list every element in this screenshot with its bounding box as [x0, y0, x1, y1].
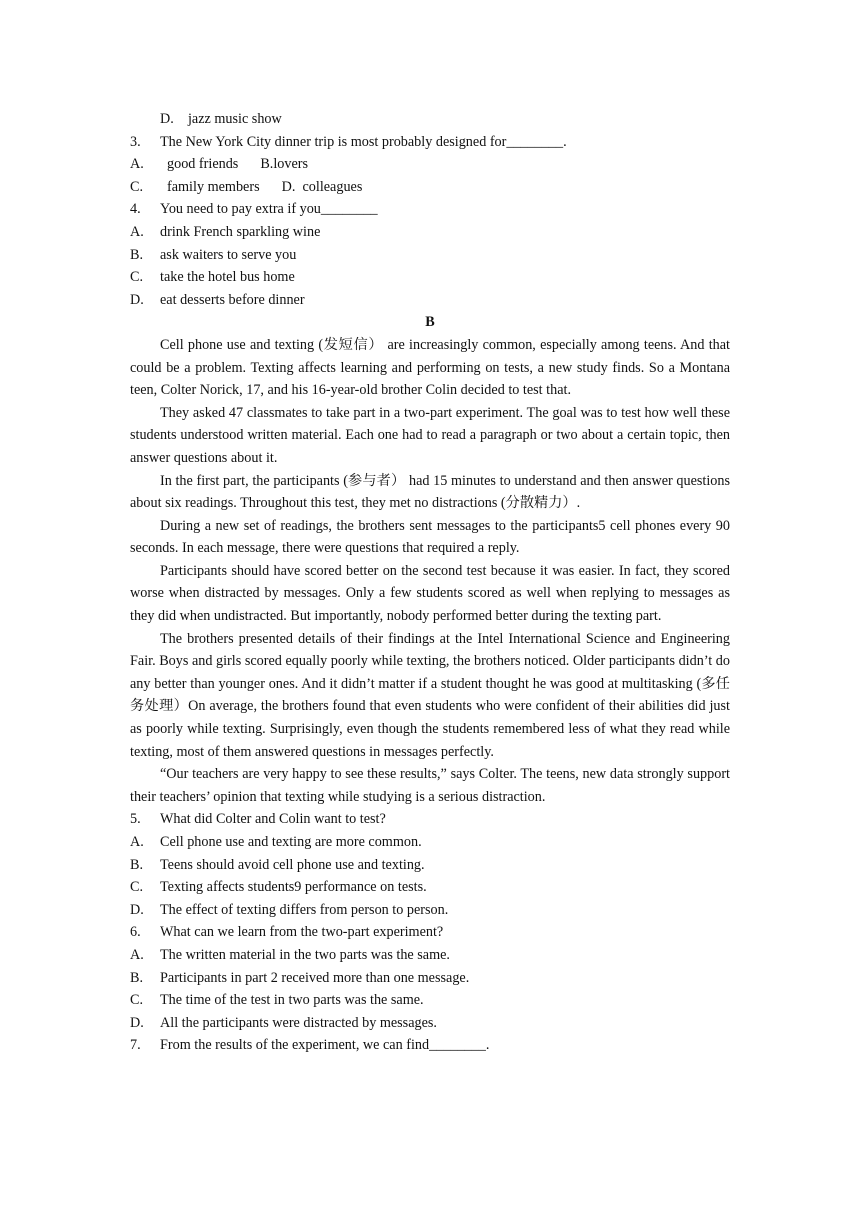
question-4-option-c	[130, 266, 730, 289]
option-text: good friends	[167, 156, 239, 173]
option-text: Texting affects students9 performance on tests.	[160, 879, 427, 896]
question-6-option-c	[130, 989, 730, 1012]
option-text: All the participants were distracted by messages.	[160, 1014, 437, 1031]
question-5-option-d	[130, 899, 730, 922]
passage-paragraph-5: Participants should have scored better on the second test because it was easier. In fact, they scored worse when distracted by messages. Only a few students scored as well when replying to messages as they did when undistracted. But importantly, nobody performed better during the texting part.	[130, 562, 730, 625]
option-letter: D.	[130, 901, 144, 918]
question-6-option-d	[130, 1012, 730, 1035]
question-3-options-ab	[130, 153, 730, 176]
option-letter: D.	[281, 178, 296, 195]
passage-paragraph-3: In the first part, the participants (参与者） had 15 minutes to understand and then answer questions about six readings. Throughout this test, they met no distractions (分散精力）.	[130, 472, 730, 512]
question-6-option-a	[130, 944, 730, 967]
option-text: take the hotel bus home	[160, 269, 295, 286]
question-text: The New York City dinner trip is most probably designed for________.	[160, 133, 567, 150]
option-letter: B.	[260, 156, 274, 173]
option-letter: D.	[130, 291, 144, 308]
option-letter: B.	[130, 969, 144, 986]
option-text: The written material in the two parts was the same.	[160, 946, 450, 963]
question-5-option-a	[130, 831, 730, 854]
option-letter: D.	[160, 111, 174, 127]
question-3-options-cd	[130, 176, 730, 199]
option-text: jazz music show	[187, 111, 282, 127]
option-letter: B.	[130, 856, 144, 873]
question-5-option-b	[130, 854, 730, 877]
option-letter: B.	[130, 246, 144, 263]
option-text: ask waiters to serve you	[160, 246, 297, 263]
passage-paragraph-1: Cell phone use and texting (发短信） are increasingly common, especially among teens. And that could be a problem. Texting affects learning and performing on tests, a new study finds. So a Montana teen, Colter Norick, 17, and his 16-year-old brother Colin decided to test that.	[130, 336, 730, 399]
question-6-option-b	[130, 967, 730, 990]
question-4-option-a	[130, 221, 730, 244]
option-text: The time of the test in two parts was the same.	[160, 992, 424, 1009]
option-letter: A.	[130, 834, 144, 850]
passage-paragraph-7: “Our teachers are very happy to see these results,” says Colter. The teens, new data strongly support their teachers’ opinion that texting while studying is a serious distraction.	[130, 766, 730, 805]
passage-paragraph-4: During a new set of readings, the brothers sent messages to the participants5 cell phones every 90 seconds. In each message, there were questions that required a reply.	[130, 517, 730, 557]
option-text: colleagues	[302, 178, 363, 195]
option-letter: C.	[130, 269, 144, 286]
option-letter: A.	[130, 946, 144, 963]
question-number: 5.	[130, 811, 141, 828]
question-6	[130, 921, 730, 944]
document-page	[130, 108, 730, 1057]
option-text: lovers	[273, 156, 309, 173]
option-text: The effect of texting differs from person to person.	[160, 901, 449, 918]
option-letter: C.	[130, 178, 144, 195]
option-letter: C.	[130, 992, 144, 1009]
question-4-option-d	[130, 289, 730, 312]
question-number: 7.	[130, 1037, 141, 1054]
option-text: Cell phone use and texting are more common.	[160, 834, 422, 850]
option-text: family members	[167, 178, 260, 195]
question-5-option-c	[130, 876, 730, 899]
passage-paragraph-6: The brothers presented details of their findings at the Intel International Science and Engineering Fair. Boys and girls scored equally poorly while texting, the brothers noticed. Older participants didn’t do any better than younger ones. And it didn’t matter if a student thought he was good at multitasking (多任务处理）On average, the brothers found that even students who were confident of their abilities did just as poorly while texting. Surprisingly, even though the students remembered less of what they read while texting, most of them answered questions in messages perfectly.	[130, 630, 730, 760]
question-text: From the results of the experiment, we can find________.	[160, 1037, 490, 1054]
question-number: 3.	[130, 133, 141, 150]
section-heading-b: B	[425, 314, 435, 331]
option-letter: D.	[130, 1014, 144, 1031]
option-text: drink French sparkling wine	[160, 223, 321, 240]
question-4-option-b	[130, 244, 730, 267]
question-5	[130, 808, 730, 831]
question-3	[130, 131, 730, 154]
option-text: Participants in part 2 received more than one message.	[160, 969, 470, 986]
question-7	[130, 1034, 730, 1057]
option-d-jazz	[130, 108, 730, 131]
question-number: 6.	[130, 924, 141, 941]
option-letter: A.	[130, 223, 144, 240]
question-4	[130, 198, 730, 221]
question-text: What can we learn from the two-part experiment?	[160, 924, 444, 941]
question-text: What did Colter and Colin want to test?	[160, 811, 386, 828]
question-text: You need to pay extra if you________	[160, 201, 378, 218]
question-number: 4.	[130, 201, 141, 218]
option-letter: A.	[130, 156, 144, 173]
option-letter: C.	[130, 879, 144, 896]
option-text: eat desserts before dinner	[160, 291, 305, 308]
option-text: Teens should avoid cell phone use and texting.	[160, 856, 425, 873]
passage-paragraph-2: They asked 47 classmates to take part in a two-part experiment. The goal was to test how well these students understood written material. Each one had to read a paragraph or two about a certain topic, then answer questions about it.	[130, 404, 730, 466]
